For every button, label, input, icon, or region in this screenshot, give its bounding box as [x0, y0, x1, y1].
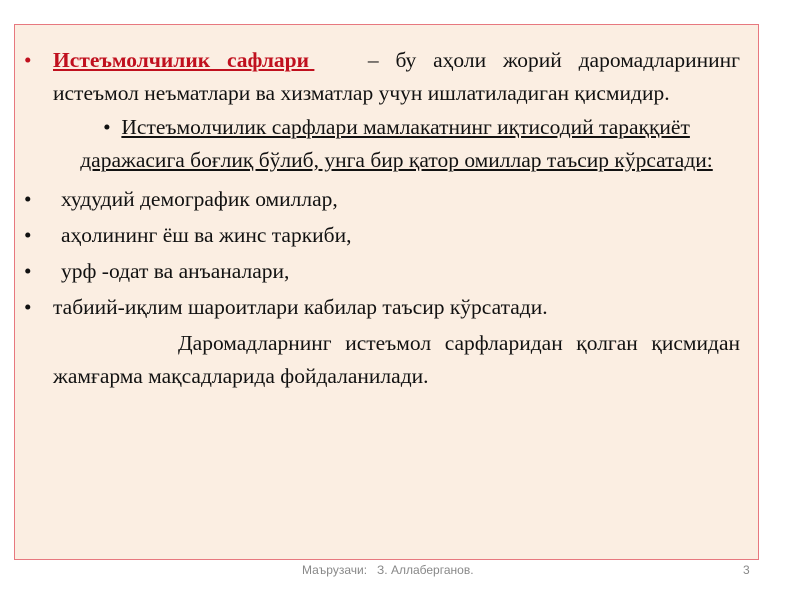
savings-paragraph [24, 327, 740, 393]
list-item [24, 291, 740, 324]
definition-paragraph [24, 44, 740, 110]
slide-body [24, 44, 740, 393]
list-item-text: худудий демографик омиллар, [61, 187, 338, 211]
bullet-icon: • [24, 223, 32, 247]
factors-intro-paragraph [24, 111, 740, 177]
list-item [24, 183, 740, 216]
definition-text: – бу аҳоли жорий даромадларининг истеъмол неъматлари ва хизматлар учун ишлатиладиган қисмидир. [53, 48, 740, 105]
list-item-text: аҳолининг ёш ва жинс таркиби, [61, 223, 352, 247]
list-item [24, 255, 740, 288]
footer-author: Маърузачи: З. Аллаберганов. [302, 563, 474, 577]
term-heading: Истеъмолчилик сафлари [53, 48, 310, 72]
bullet-icon: • [24, 295, 32, 319]
list-item-text: урф -одат ва анъаналари, [61, 259, 290, 283]
bullet-icon: • [24, 259, 32, 283]
bullet-icon: • [103, 115, 111, 139]
savings-text: Даромадларнинг истеъмол сарфларидан қолган қисмидан жамғарма мақсадларида фойдаланилади. [53, 331, 740, 388]
list-item-text: табиий-иқлим шароитлари кабилар таъсир кўрсатади. [53, 295, 548, 319]
term-underline-gap [309, 44, 351, 77]
page-number: 3 [743, 563, 750, 577]
factors-intro-text: Истеъмолчилик сарфлари мамлакатнинг иқтисодий тараққиёт даражасига боғлиқ бўлиб, унга бир қатор омиллар таъсир кўрсатади: [80, 115, 713, 172]
bullet-icon: • [24, 187, 32, 211]
bullet-icon: • [24, 48, 32, 72]
list-item [24, 219, 740, 252]
